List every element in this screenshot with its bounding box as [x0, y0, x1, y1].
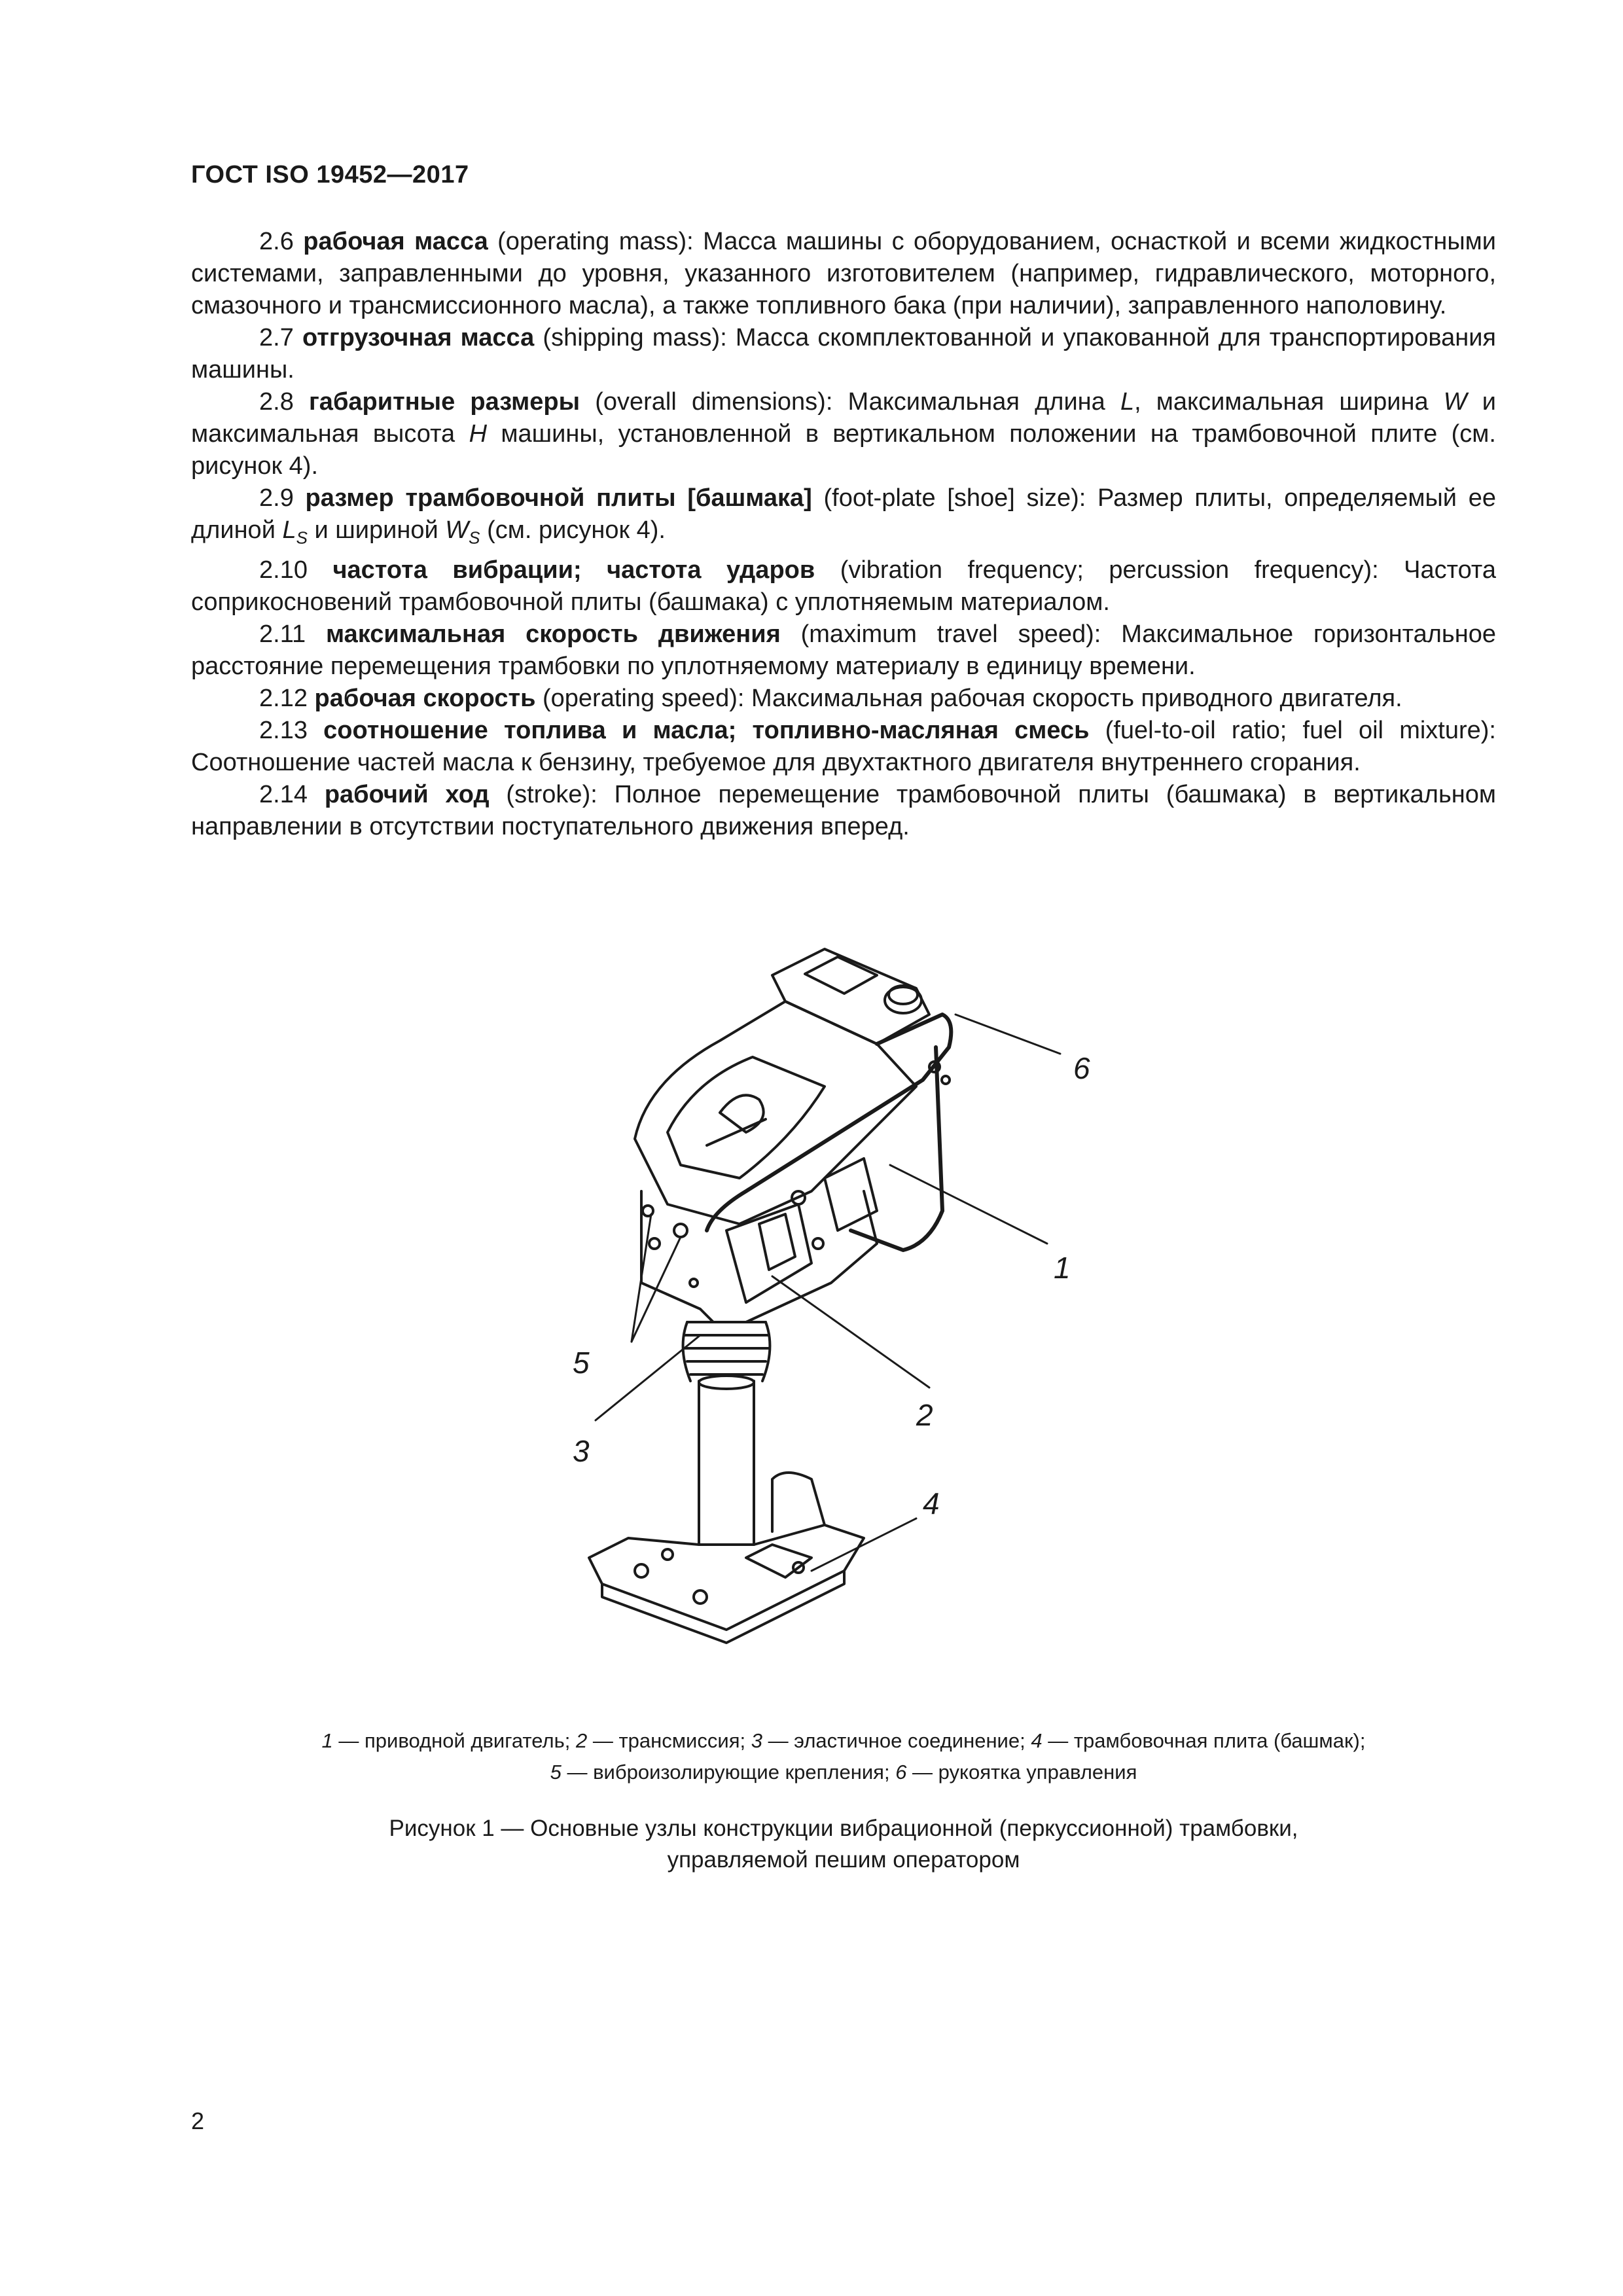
tamper-drawing: [550, 916, 1139, 1728]
definition-2-8: 2.8 габаритные размеры (overall dimensions): Максимальная длина L, максимальная ширина W и максимальная высота H машины, установленной в вертикальном положении на трамбовочной плите (см. рисунок 4).: [191, 388, 1496, 480]
callout-5: 5: [573, 1346, 590, 1380]
definition-2-9: 2.9 размер трамбовочной плиты [башмака] (foot-plate [shoe] size): Размер плиты, определяемый ее длиной $L_S$ и шириной $W_S$ (см. рисунок 4).: [191, 484, 1496, 548]
definition-2-13: 2.13 соотношение топлива и масла; топливно-масляная смесь (fuel-to-oil ratio; fuel oil mixture): Соотношение частей масла к бензину, требуемое для двухтактного двигателя внутреннего сгорания.: [191, 716, 1496, 776]
legend-line-2: 5 — виброизолирующие крепления; 6 — рукоятка управления: [550, 1761, 1137, 1784]
definition-2-7: 2.7 отгрузочная масса (shipping mass): Масса скомплектованной и упакованной для транспортирования машины.: [191, 324, 1497, 384]
callout-3: 3: [573, 1434, 590, 1468]
caption-line-1: Рисунок 1 — Основные узлы конструкции вибрационной (перкуссионной) трамбовки,: [389, 1816, 1298, 1841]
definition-2-12: 2.12 рабочая скорость (operating speed): Максимальная рабочая скорость приводного двигателя.: [259, 684, 1402, 712]
definition-2-10: 2.10 частота вибрации; частота ударов (vibration frequency; percussion frequency): Частота соприкосновений трамбовочной плиты (башмака) с уплотняемым материалом.: [191, 556, 1496, 616]
callout-2: 2: [916, 1398, 933, 1432]
definition-2-11: 2.11 максимальная скорость движения (maximum travel speed): Максимальное горизонтальное расстояние перемещения трамбовки по уплотняемому материалу в единицу времени.: [191, 620, 1496, 680]
callout-4: 4: [923, 1486, 940, 1520]
definition-2-14: 2.14 рабочий ход (stroke): Полное перемещение трамбовочной плиты (башмака) в вертикальном направлении в отсутствии поступательного движения вперед.: [191, 780, 1496, 840]
page-number: 2: [191, 2108, 205, 2134]
figure-legend: [191, 1725, 1496, 1788]
tamper-figure: [550, 916, 1139, 1728]
definitions-section: [191, 226, 1496, 843]
figure-caption: [191, 1813, 1496, 1876]
callout-6: 6: [1073, 1051, 1090, 1085]
document-header: ГОСТ ISO 19452—2017: [191, 161, 469, 188]
caption-line-2: управляемой пешим оператором: [667, 1847, 1020, 1873]
callout-1: 1: [1054, 1251, 1071, 1285]
legend-line-1: 1 — приводной двигатель; 2 — трансмиссия; 3 — эластичное соединение; 4 — трамбовочная плита (башмак);: [321, 1729, 1366, 1752]
definition-2-6: 2.6 рабочая масса (operating mass): Масса машины с оборудованием, оснасткой и всеми жидкостными системами, заправленными до уровня, указанного изготовителем (например, гидравлического, моторного, смазочного и трансмиссионного масла), а также топливного бака (при наличии), заправленного наполовину.: [191, 228, 1496, 319]
